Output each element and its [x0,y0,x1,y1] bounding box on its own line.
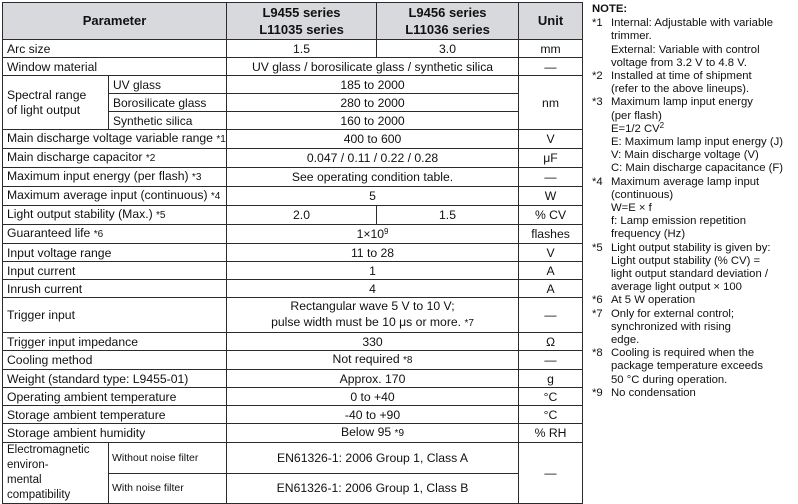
param-label: Maximum input energy (per flash) *3 [3,168,227,187]
param-label: Main discharge capacitor *2 [3,149,227,168]
value-cell: 280 to 2000 [227,94,519,112]
param-label: Operating ambient temperature [3,388,227,406]
unit-cell: μF [519,149,583,168]
value-cell: 1.5 [377,206,519,225]
sub-label: UV glass [109,76,227,94]
sub-label: With noise filter [109,473,227,504]
unit-cell: °C [519,406,583,424]
param-label: Light output stability (Max.) *5 [3,206,227,225]
sub-label: Borosilicate glass [109,94,227,112]
unit-cell: % CV [519,206,583,225]
unit-cell: nm [519,76,583,130]
value-cell: 160 to 2000 [227,112,519,130]
table-row [3,280,583,298]
note-8: *8 Cooling is required when the package temperature exceeds 50 °C during operation. [592,347,763,386]
table-row [3,187,583,206]
param-label: Trigger input impedance [3,333,227,351]
table-row [3,406,583,424]
value-cell: UV glass / borosilicate glass / synthetic silica [227,58,519,76]
note-6: *6 At 5 W operation [592,294,696,307]
value-cell: 330 [227,333,519,351]
param-label: Input current [3,262,227,280]
spec-table [2,2,583,504]
note-3: *3 Maximum lamp input energy (per flash) E=1/2 $CV^2$ E: Maximum lamp input energy (J) V: Main discharge voltage (V) C: Main discharge capacitance (F) [592,96,784,175]
unit-cell: Ω [519,333,583,351]
note-2: *2 Installed at time of shipment (refer to the above lineups). [592,70,752,96]
value-cell: $1\times 10^9$ [227,225,519,244]
sub-label: Without noise filter [109,443,227,474]
table-row [3,76,583,94]
value-cell: -40 to +90 [227,406,519,424]
note-9: *9 No condensation [592,386,696,399]
value-cell: 1 [227,262,519,280]
unit-cell: A [519,262,583,280]
table-row [3,443,583,474]
header-col1: L9455 series L11035 series [227,3,377,40]
unit-cell: mm [519,40,583,58]
table-row [3,149,583,168]
value-cell: 3.0 [377,40,519,58]
unit-cell: — [519,351,583,370]
unit-cell: — [519,443,583,504]
unit-cell: g [519,370,583,388]
value-cell: 1.5 [227,40,377,58]
unit-cell: — [519,168,583,187]
table-row [3,58,583,76]
param-label: Electromagnetic environ- mental compatibility [3,443,109,504]
table-row [3,370,583,388]
param-label: Main discharge voltage variable range *1 [3,130,227,149]
value-cell: 400 to 600 [227,130,519,149]
unit-cell: flashes [519,225,583,244]
table-row [3,298,583,333]
param-label: Arc size [3,40,227,58]
notes-panel [592,3,797,400]
note-7: *7 Only for external control; synchronized with rising edge. [592,307,735,347]
notes-title: NOTE: [592,3,628,15]
header-parameter: Parameter [3,3,227,40]
sub-label: Synthetic silica [109,112,227,130]
param-label: Spectral range of light output [3,76,109,130]
table-row [3,424,583,443]
table-row [3,168,583,187]
table-row [3,206,583,225]
value-cell: 5 [227,187,519,206]
unit-cell: A [519,280,583,298]
note-1: *1 Internal: Adjustable with variable trimmer. External: Variable with control voltage from 3.2 V to 4.8 V. [592,17,774,69]
param-label: Cooling method [3,351,227,370]
table-row [3,225,583,244]
param-label: Guaranteed life *6 [3,225,227,244]
value-cell: See operating condition table. [227,168,519,187]
value-cell: 2.0 [227,206,377,225]
table-row [3,388,583,406]
param-label: Trigger input [3,298,227,333]
unit-cell: — [519,58,583,76]
param-label: Weight (standard type: L9455-01) [3,370,227,388]
header-col2: L9456 series L11036 series [377,3,519,40]
unit-cell: W [519,187,583,206]
unit-cell: % RH [519,424,583,443]
table-row [3,130,583,149]
table-row [3,351,583,370]
header-unit: Unit [519,3,583,40]
value-cell: 4 [227,280,519,298]
note-5: *5 Light output stability is given by: Light output stability (% CV) = light output standard deviation / average light output × 100 [592,241,771,294]
param-label: Inrush current [3,280,227,298]
value-cell: EN61326-1: 2006 Group 1, Class A [227,443,519,474]
param-label: Input voltage range [3,244,227,262]
table-row [3,244,583,262]
unit-cell: °C [519,388,583,406]
value-cell: Not required *8 [227,351,519,370]
table-row [3,333,583,351]
value-cell: 185 to 2000 [227,76,519,94]
table-row [3,40,583,58]
param-label: Storage ambient humidity [3,424,227,443]
unit-cell: V [519,244,583,262]
value-cell: Approx. 170 [227,370,519,388]
param-label: Window material [3,58,227,76]
param-label: Storage ambient temperature [3,406,227,424]
unit-cell: V [519,130,583,149]
value-cell: Rectangular wave 5 V to 10 V; pulse width must be 10 μs or more. *7 [227,298,519,333]
unit-cell: — [519,298,583,333]
note-4: *4 Maximum average lamp input (continuous) W=E × f f: Lamp emission repetition frequency (Hz) [592,175,760,241]
value-cell: EN61326-1: 2006 Group 1, Class B [227,473,519,504]
header-row [3,3,583,40]
table-row [3,262,583,280]
value-cell: 11 to 28 [227,244,519,262]
param-label: Maximum average input (continuous) *4 [3,187,227,206]
value-cell: 0.047 / 0.11 / 0.22 / 0.28 [227,149,519,168]
value-cell: 0 to +40 [227,388,519,406]
value-cell: Below 95 *9 [227,424,519,443]
